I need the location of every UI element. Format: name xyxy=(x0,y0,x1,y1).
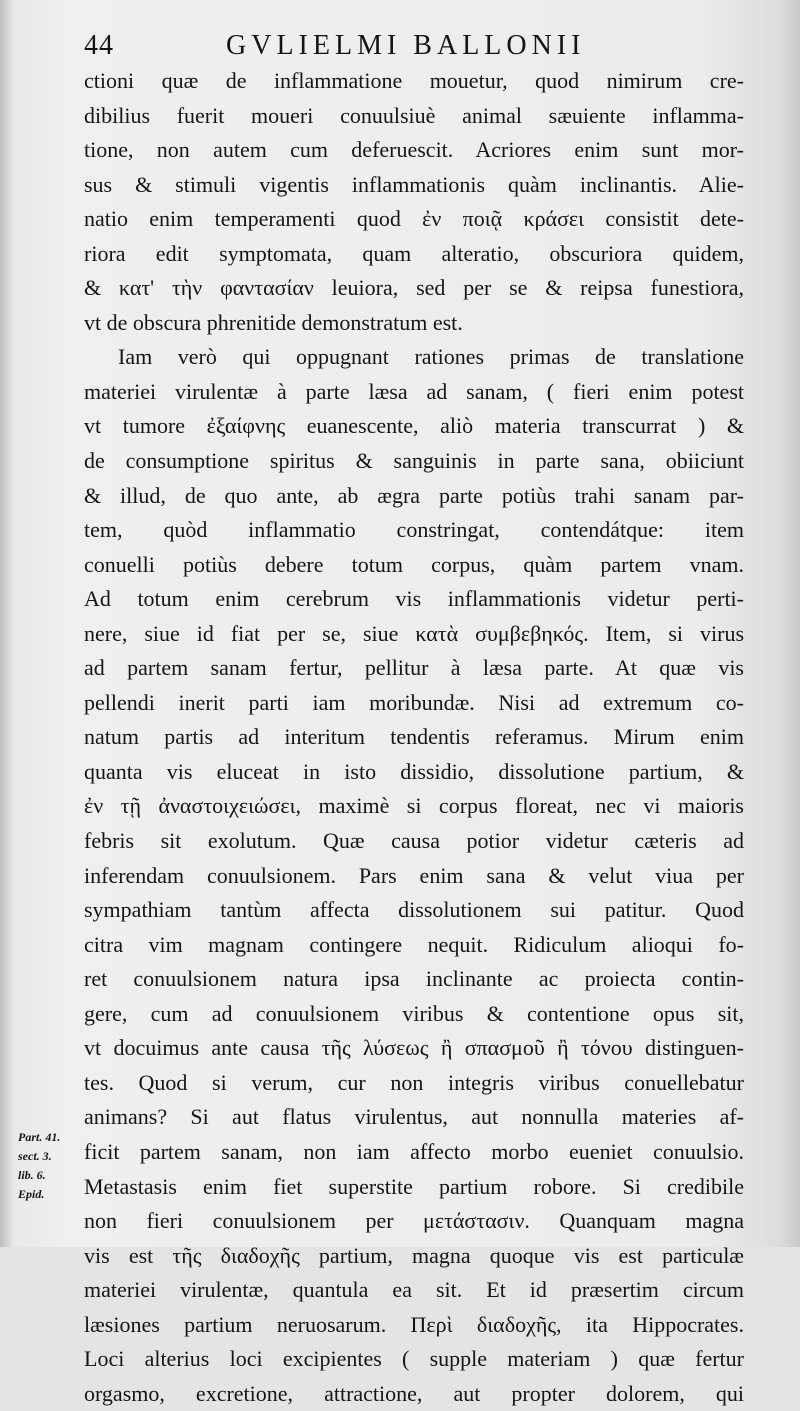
body-text xyxy=(84,64,744,1411)
text-line: Loci alterius loci excipientes ( supple materiam ) quæ fertur xyxy=(84,1346,744,1372)
text-line: vt tumore ἐξαίφνης euanescente, aliò materia transcurrat ) & xyxy=(84,413,744,439)
text-line: gere, cum ad conuulsionem viribus & contentione opus sit, xyxy=(84,1000,744,1026)
text-line: natio enim temperamenti quod ἐν ποιᾷ κράσει consistit dete- xyxy=(84,206,744,232)
text-line: tione, non autem cum deferuescit. Acriores enim sunt mor- xyxy=(84,137,744,163)
text-line: vis est τῆς διαδοχῆς partium, magna quoque vis est particulæ xyxy=(84,1242,744,1268)
text-line: orgasmo, excretione, attractione, aut propter dolorem, qui xyxy=(84,1380,744,1406)
text-line: & κατ' τὴν φαντασίαν leuiora, sed per se & reipsa funestiora, xyxy=(84,275,744,301)
text-line: pellendi inerit parti iam moribundæ. Nisi ad extremum co- xyxy=(84,689,744,715)
text-line: Metastasis enim fiet superstite partium robore. Si credibile xyxy=(84,1173,744,1199)
text-line: materiei virulentæ, quantula ea sit. Et id præsertim circum xyxy=(84,1277,744,1303)
text-line: nere, siue id fiat per se, siue κατὰ συμβεβηκός. Item, si virus xyxy=(84,620,744,646)
text-line: ficit partem sanam, non iam affecto morbo eueniet conuulsio. xyxy=(84,1138,744,1164)
text-line: febris sit exolutum. Quæ causa potior videtur cæteris ad xyxy=(84,828,744,854)
text-line: ad partem sanam fertur, pellitur à læsa parte. At quæ vis xyxy=(84,655,744,681)
text-line: Ad totum enim cerebrum vis inflammationis videtur perti- xyxy=(84,586,744,612)
text-line: sus & stimuli vigentis inflammationis quàm inclinantis. Alie- xyxy=(84,171,744,197)
text-line: citra vim magnam contingere nequit. Ridiculum alioqui fo- xyxy=(84,931,744,957)
text-line: de consumptione spiritus & sanguinis in parte sana, obiiciunt xyxy=(84,448,744,474)
page-header xyxy=(84,24,744,64)
text-line: materiei virulentæ à parte læsa ad sanam, ( fieri enim potest xyxy=(84,378,744,404)
text-line: quanta vis eluceat in isto dissidio, dissolutione partium, & xyxy=(84,758,744,784)
margin-note: sect. 3. xyxy=(18,1149,52,1163)
text-line: sympathiam tantùm affecta dissolutionem sui patitur. Quod xyxy=(84,897,744,923)
margin-notes xyxy=(18,1128,78,1204)
text-line: ἐν τῇ ἀναστοιχειώσει, maximè si corpus floreat, nec vi maioris xyxy=(84,793,744,819)
margin-note: lib. 6. xyxy=(18,1168,46,1182)
text-line: vt de obscura phrenitide demonstratum est. xyxy=(84,309,463,335)
text-line: animans? Si aut flatus virulentus, aut nonnulla materies af- xyxy=(84,1104,744,1130)
margin-note: Epid. xyxy=(18,1187,45,1201)
text-line: non fieri conuulsionem per μετάστασιν. Quanquam magna xyxy=(84,1208,744,1234)
text-line: læsiones partium neruosarum. Περὶ διαδοχῆς, ita Hippocrates. xyxy=(84,1311,744,1337)
text-line: & illud, de quo ante, ab ægra parte potiùs trahi sanam par- xyxy=(84,482,744,508)
paragraph-start-line: Iam verò qui oppugnant rationes primas de translatione xyxy=(118,344,744,370)
text-line: conuelli potiùs debere totum corpus, quàm partem vnam. xyxy=(84,551,744,577)
text-line: vt docuimus ante causa τῆς λύσεως ἢ σπασμοῦ ἢ τόνου distinguen- xyxy=(84,1035,744,1061)
page-number: 44 xyxy=(84,30,114,61)
text-line: tem, quòd inflammatio constringat, contendátque: item xyxy=(84,517,744,543)
text-line: tes. Quod si verum, cur non integris viribus conuellebatur xyxy=(84,1069,744,1095)
text-line: natum partis ad interitum tendentis referamus. Mirum enim xyxy=(84,724,744,750)
text-line: riora edit symptomata, quam alteratio, obscuriora quidem, xyxy=(84,240,744,266)
text-line: inferendam conuulsionem. Pars enim sana & velut viua per xyxy=(84,862,744,888)
margin-note: Part. 41. xyxy=(18,1130,61,1144)
text-line: ctioni quæ de inflammatione mouetur, quod nimirum cre- xyxy=(84,68,744,93)
text-line: dibilius fuerit moueri conuulsiuè animal sæuiente inflamma- xyxy=(84,102,744,128)
running-title: GVLIELMI BALLONII xyxy=(226,30,586,61)
text-line: ret conuulsionem natura ipsa inclinante ac proiecta contin- xyxy=(84,966,744,992)
